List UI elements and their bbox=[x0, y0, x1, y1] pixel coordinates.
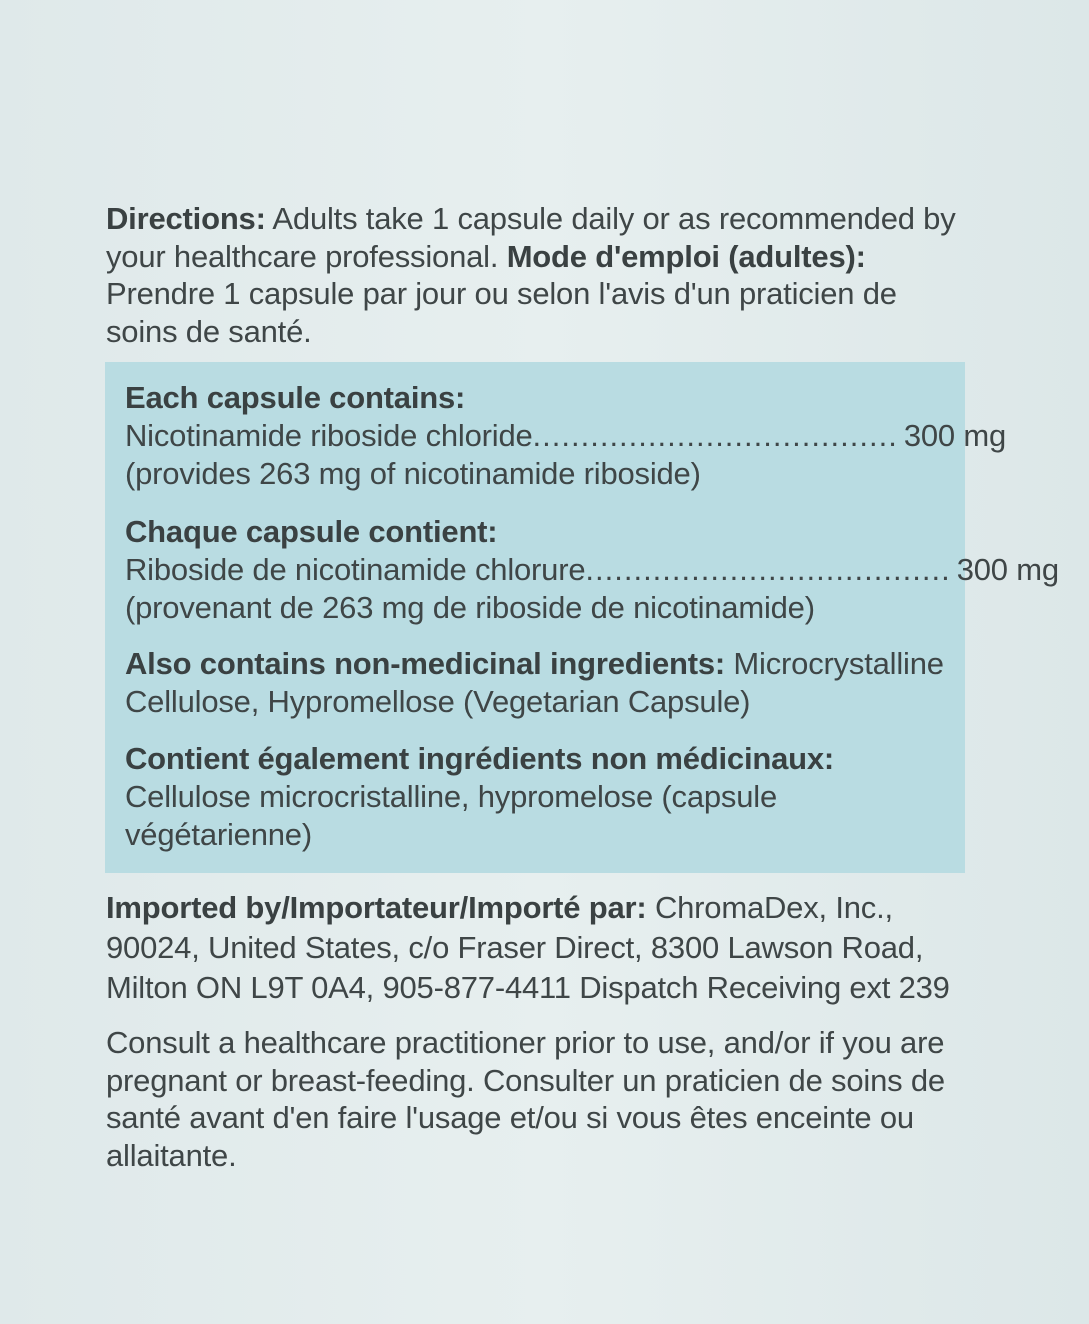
each-dose-line bbox=[125, 417, 1007, 455]
ingredients-box bbox=[105, 362, 1059, 873]
importer-text: ChromaDex, Inc., 90024, United States, c/o Fraser Direct, 8300 Lawson Road, Milton ON L9T 0A4, 905-877-4411 Dispatch Receiving ext 239 bbox=[106, 890, 950, 1005]
chaque-dose-line bbox=[125, 551, 1059, 589]
chaque-capsule-heading: Chaque capsule contient: bbox=[125, 514, 498, 549]
consult-warning: Consult a healthcare practitioner prior to use, and/or if you are pregnant or breast-feeding. Consulter un praticien de soins de santé avant d'en faire l'usage et/ou si vous êtes enceinte ou allaitante. bbox=[106, 1025, 945, 1173]
non-medicinal-fr-text: Cellulose microcristalline, hypromelose (capsule végétarienne) bbox=[125, 779, 777, 852]
chaque-dot-leader: ...................................... bbox=[585, 552, 951, 587]
each-capsule-block bbox=[125, 379, 1007, 493]
chaque-dose-note: (provenant de 263 mg de riboside de nicotinamide) bbox=[125, 590, 815, 625]
each-dot-leader: ...................................... bbox=[532, 418, 898, 453]
directions-heading-fr: Mode d'emploi (adultes): bbox=[506, 238, 866, 274]
directions-text-en: Adults take 1 capsule daily or as recommended by your healthcare professional. bbox=[106, 201, 956, 274]
chaque-capsule-block bbox=[125, 513, 1059, 627]
chaque-ingredient-name: Riboside de nicotinamide chlorure bbox=[125, 552, 586, 587]
each-ingredient-name: Nicotinamide riboside chloride bbox=[125, 418, 533, 453]
non-medicinal-fr-block bbox=[125, 740, 955, 854]
each-capsule-heading: Each capsule contains: bbox=[125, 380, 466, 415]
each-dose-amount: 300 mg bbox=[903, 418, 1007, 453]
chaque-dose-amount: 300 mg bbox=[956, 552, 1059, 587]
non-medicinal-fr-heading: Contient également ingrédients non médicinaux: bbox=[125, 741, 835, 776]
non-medicinal-en-text: Microcrystalline Cellulose, Hypromellose (Vegetarian Capsule) bbox=[125, 646, 944, 719]
importer-heading: Imported by/Importateur/Importé par: bbox=[106, 890, 647, 925]
directions-text-fr: Prendre 1 capsule par jour ou selon l'avis d'un praticien de soins de santé. bbox=[106, 276, 897, 349]
non-medicinal-en-heading: Also contains non-medicinal ingredients: bbox=[125, 646, 726, 681]
each-dose-note: (provides 263 mg of nicotinamide riboside) bbox=[125, 456, 701, 491]
non-medicinal-en-block bbox=[125, 645, 955, 721]
directions-paragraph bbox=[106, 200, 976, 350]
importer-paragraph bbox=[106, 888, 976, 1008]
directions-heading: Directions: bbox=[106, 201, 266, 236]
